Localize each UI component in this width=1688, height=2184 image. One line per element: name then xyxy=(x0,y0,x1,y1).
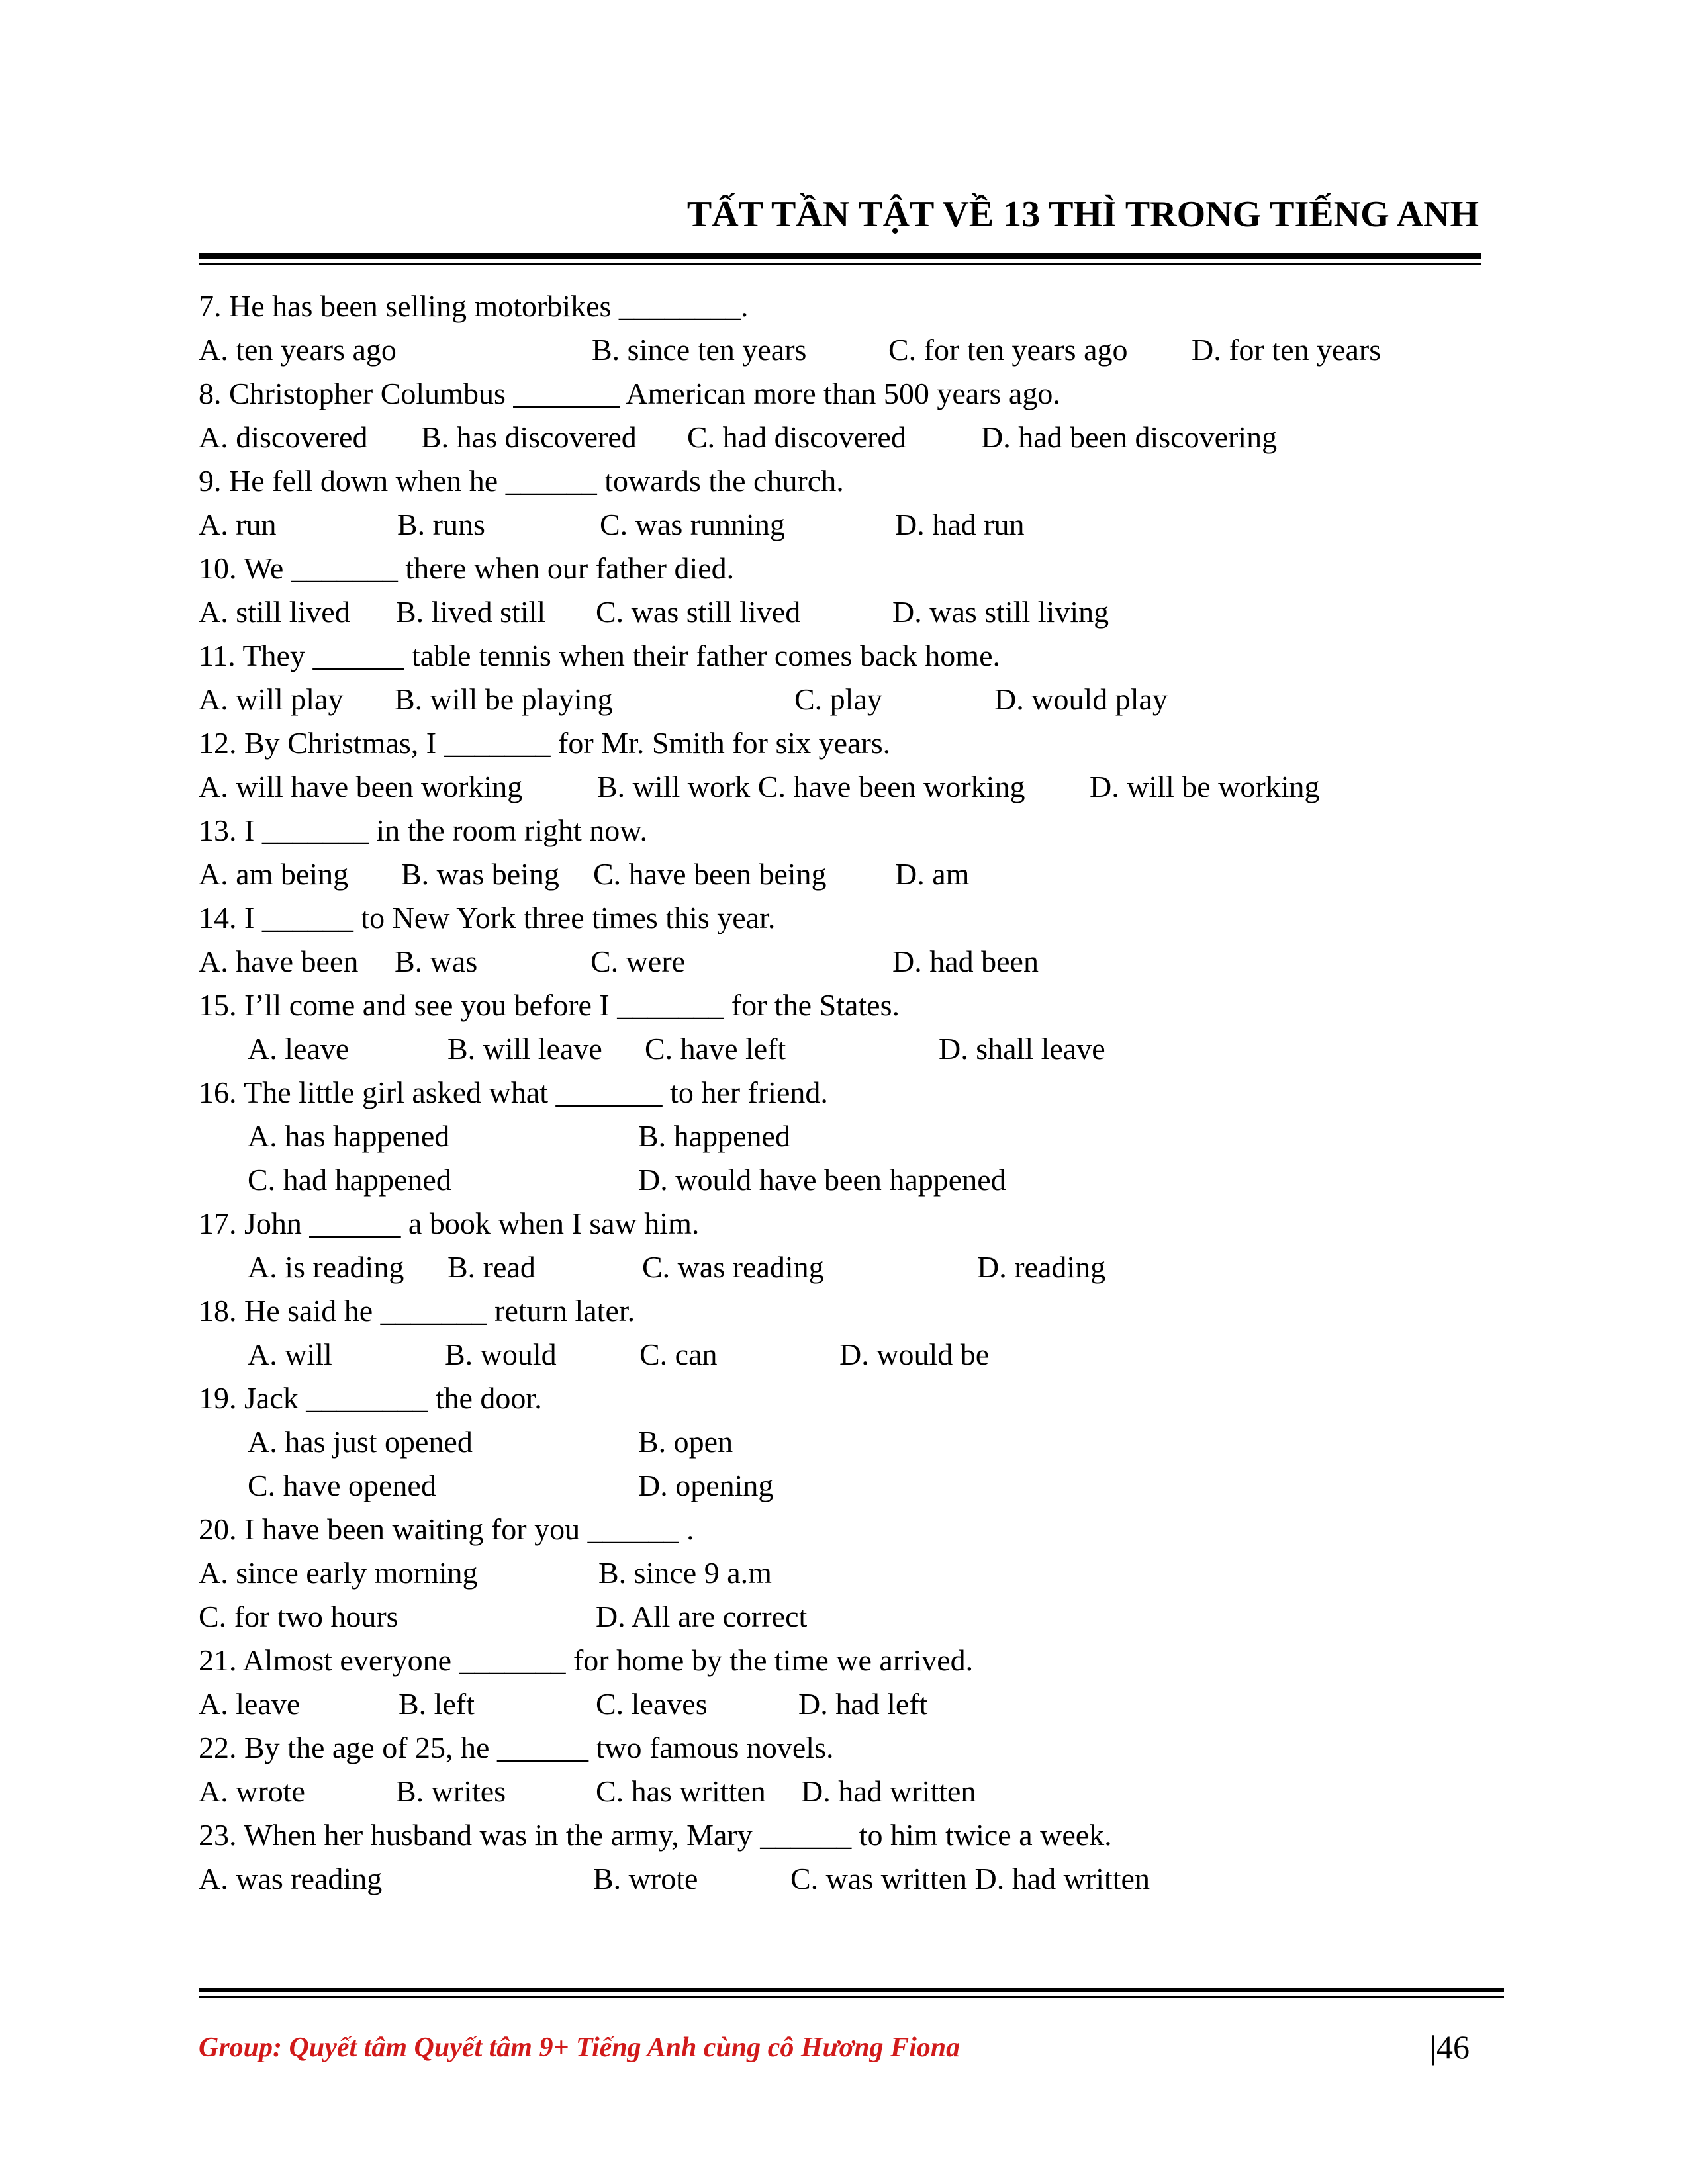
answer-option: B. would xyxy=(445,1338,557,1371)
answer-option: C. for two hours xyxy=(199,1600,399,1633)
answer-option: D. had run xyxy=(895,508,1025,541)
options-line xyxy=(199,1115,1496,1158)
question-line xyxy=(199,459,1496,503)
options-line xyxy=(199,328,1496,372)
answer-option: A. is reading xyxy=(248,1250,404,1284)
question-line xyxy=(199,285,1496,328)
answer-option: A. ten years ago xyxy=(199,333,397,367)
answer-option: B. has discovered xyxy=(421,420,637,454)
answer-option: C. have been being xyxy=(593,857,827,891)
question-line xyxy=(199,721,1496,765)
answer-option: B. read xyxy=(447,1250,536,1284)
header-rule-thin xyxy=(199,263,1481,265)
options-line xyxy=(199,1333,1496,1377)
question-text: 8. Christopher Columbus _______ American more than 500 years ago. xyxy=(199,377,1060,410)
question-line xyxy=(199,372,1496,416)
question-text: 17. John ______ a book when I saw him. xyxy=(199,1206,700,1240)
answer-option: B. will work C. have been working xyxy=(597,770,1025,803)
question-line xyxy=(199,1289,1496,1333)
answer-option: B. was xyxy=(395,944,478,978)
answer-option: D. had been xyxy=(892,944,1039,978)
question-line xyxy=(199,983,1496,1027)
question-line xyxy=(199,896,1496,940)
answer-option: C. for ten years ago xyxy=(888,333,1128,367)
question-text: 12. By Christmas, I _______ for Mr. Smith for six years. xyxy=(199,726,891,760)
options-line xyxy=(199,416,1496,459)
options-line xyxy=(199,1027,1496,1071)
answer-option: B. lived still xyxy=(396,595,546,629)
question-text: 22. By the age of 25, he ______ two famous novels. xyxy=(199,1731,834,1764)
answer-option: C. has written xyxy=(596,1774,766,1808)
question-text: 13. I _______ in the room right now. xyxy=(199,813,648,847)
options-line xyxy=(199,1551,1496,1595)
options-line xyxy=(199,678,1496,721)
answer-option: C. was running xyxy=(600,508,785,541)
answer-option: A. was reading xyxy=(199,1862,383,1895)
options-line xyxy=(199,1682,1496,1726)
answer-option: C. have opened xyxy=(248,1469,436,1502)
answer-option: B. happened xyxy=(638,1119,790,1153)
question-line xyxy=(199,547,1496,590)
answer-option: A. leave xyxy=(248,1032,350,1066)
answer-option: B. was being xyxy=(401,857,559,891)
question-text: 7. He has been selling motorbikes ________. xyxy=(199,289,749,323)
answer-option: A. discovered xyxy=(199,420,368,454)
answer-option: A. will xyxy=(248,1338,332,1371)
question-text: 20. I have been waiting for you ______ . xyxy=(199,1512,694,1546)
answer-option: C. was reading xyxy=(642,1250,824,1284)
question-line xyxy=(199,809,1496,852)
answer-option: D. reading xyxy=(977,1250,1106,1284)
question-text: 23. When her husband was in the army, Mary ______ to him twice a week. xyxy=(199,1818,1112,1852)
answer-option: B. since ten years xyxy=(592,333,807,367)
question-line xyxy=(199,1639,1496,1682)
answer-option: B. will be playing xyxy=(395,682,613,716)
question-text: 11. They ______ table tennis when their father comes back home. xyxy=(199,639,1000,672)
question-line xyxy=(199,1726,1496,1770)
answer-option: D. am xyxy=(895,857,970,891)
page-number: |46 xyxy=(1430,2028,1470,2066)
answer-option: C. had happened xyxy=(248,1163,451,1197)
answer-option: C. leaves xyxy=(596,1687,708,1721)
answer-option: B. open xyxy=(638,1425,733,1459)
answer-option: D. All are correct xyxy=(596,1600,808,1633)
options-line xyxy=(199,1246,1496,1289)
exercise-list xyxy=(199,285,1496,1901)
answer-option: B. will leave xyxy=(447,1032,602,1066)
answer-option: D. had been discovering xyxy=(981,420,1278,454)
answer-option: A. wrote xyxy=(199,1774,305,1808)
header-rule-thick xyxy=(199,253,1481,259)
answer-option: B. writes xyxy=(396,1774,506,1808)
options-line xyxy=(199,940,1496,983)
question-text: 19. Jack ________ the door. xyxy=(199,1381,542,1415)
question-text: 16. The little girl asked what _______ to her friend. xyxy=(199,1075,828,1109)
answer-option: D. was still living xyxy=(892,595,1109,629)
answer-option: B. runs xyxy=(397,508,485,541)
answer-option: C. have left xyxy=(645,1032,786,1066)
footer-rule-thick xyxy=(199,1988,1504,1992)
options-line xyxy=(199,590,1496,634)
answer-option: D. for ten years xyxy=(1192,333,1382,367)
answer-option: A. have been xyxy=(199,944,359,978)
options-line xyxy=(199,1158,1496,1202)
footer-group-text: Group: Quyết tâm Quyết tâm 9+ Tiếng Anh cùng cô Hương Fiona xyxy=(199,2032,961,2063)
answer-option: A. run xyxy=(199,508,277,541)
answer-option: A. has happened xyxy=(248,1119,450,1153)
answer-option: C. were xyxy=(590,944,686,978)
options-line xyxy=(199,852,1496,896)
answer-option: A. since early morning xyxy=(199,1556,478,1590)
answer-option: A. still lived xyxy=(199,595,350,629)
answer-option: A. has just opened xyxy=(248,1425,473,1459)
answer-option: C. can xyxy=(639,1338,718,1371)
answer-option: B. since 9 a.m xyxy=(598,1556,772,1590)
question-text: 15. I’ll come and see you before I _______ for the States. xyxy=(199,988,900,1022)
options-line xyxy=(199,1464,1496,1508)
answer-option: D. would be xyxy=(839,1338,990,1371)
answer-option: B. wrote xyxy=(593,1862,698,1895)
page-header-title: TẤT TẦN TẬT VỀ 13 THÌ TRONG TIẾNG ANH xyxy=(686,194,1479,235)
answer-option: D. opening xyxy=(638,1469,774,1502)
answer-option: D. had written xyxy=(801,1774,976,1808)
question-line xyxy=(199,634,1496,678)
options-line xyxy=(199,503,1496,547)
options-line xyxy=(199,1420,1496,1464)
options-line xyxy=(199,1857,1496,1901)
question-line xyxy=(199,1813,1496,1857)
answer-option: C. play xyxy=(794,682,882,716)
question-text: 18. He said he _______ return later. xyxy=(199,1294,635,1328)
question-line xyxy=(199,1377,1496,1420)
question-line xyxy=(199,1202,1496,1246)
answer-option: D. will be working xyxy=(1090,770,1320,803)
answer-option: D. would have been happened xyxy=(638,1163,1006,1197)
answer-option: C. was written D. had written xyxy=(790,1862,1150,1895)
answer-option: D. had left xyxy=(798,1687,928,1721)
answer-option: C. was still lived xyxy=(596,595,801,629)
options-line xyxy=(199,1595,1496,1639)
answer-option: C. had discovered xyxy=(687,420,906,454)
question-text: 21. Almost everyone _______ for home by the time we arrived. xyxy=(199,1643,974,1677)
question-text: 14. I ______ to New York three times this year. xyxy=(199,901,776,934)
answer-option: B. left xyxy=(399,1687,475,1721)
question-line xyxy=(199,1508,1496,1551)
answer-option: A. leave xyxy=(199,1687,301,1721)
answer-option: D. would play xyxy=(994,682,1168,716)
answer-option: A. will have been working xyxy=(199,770,523,803)
options-line xyxy=(199,765,1496,809)
answer-option: A. am being xyxy=(199,857,349,891)
question-text: 9. He fell down when he ______ towards the church. xyxy=(199,464,844,498)
answer-option: A. will play xyxy=(199,682,344,716)
question-text: 10. We _______ there when our father died. xyxy=(199,551,735,585)
question-line xyxy=(199,1071,1496,1115)
options-line xyxy=(199,1770,1496,1813)
footer-rule-thin xyxy=(199,1996,1504,1998)
answer-option: D. shall leave xyxy=(939,1032,1105,1066)
